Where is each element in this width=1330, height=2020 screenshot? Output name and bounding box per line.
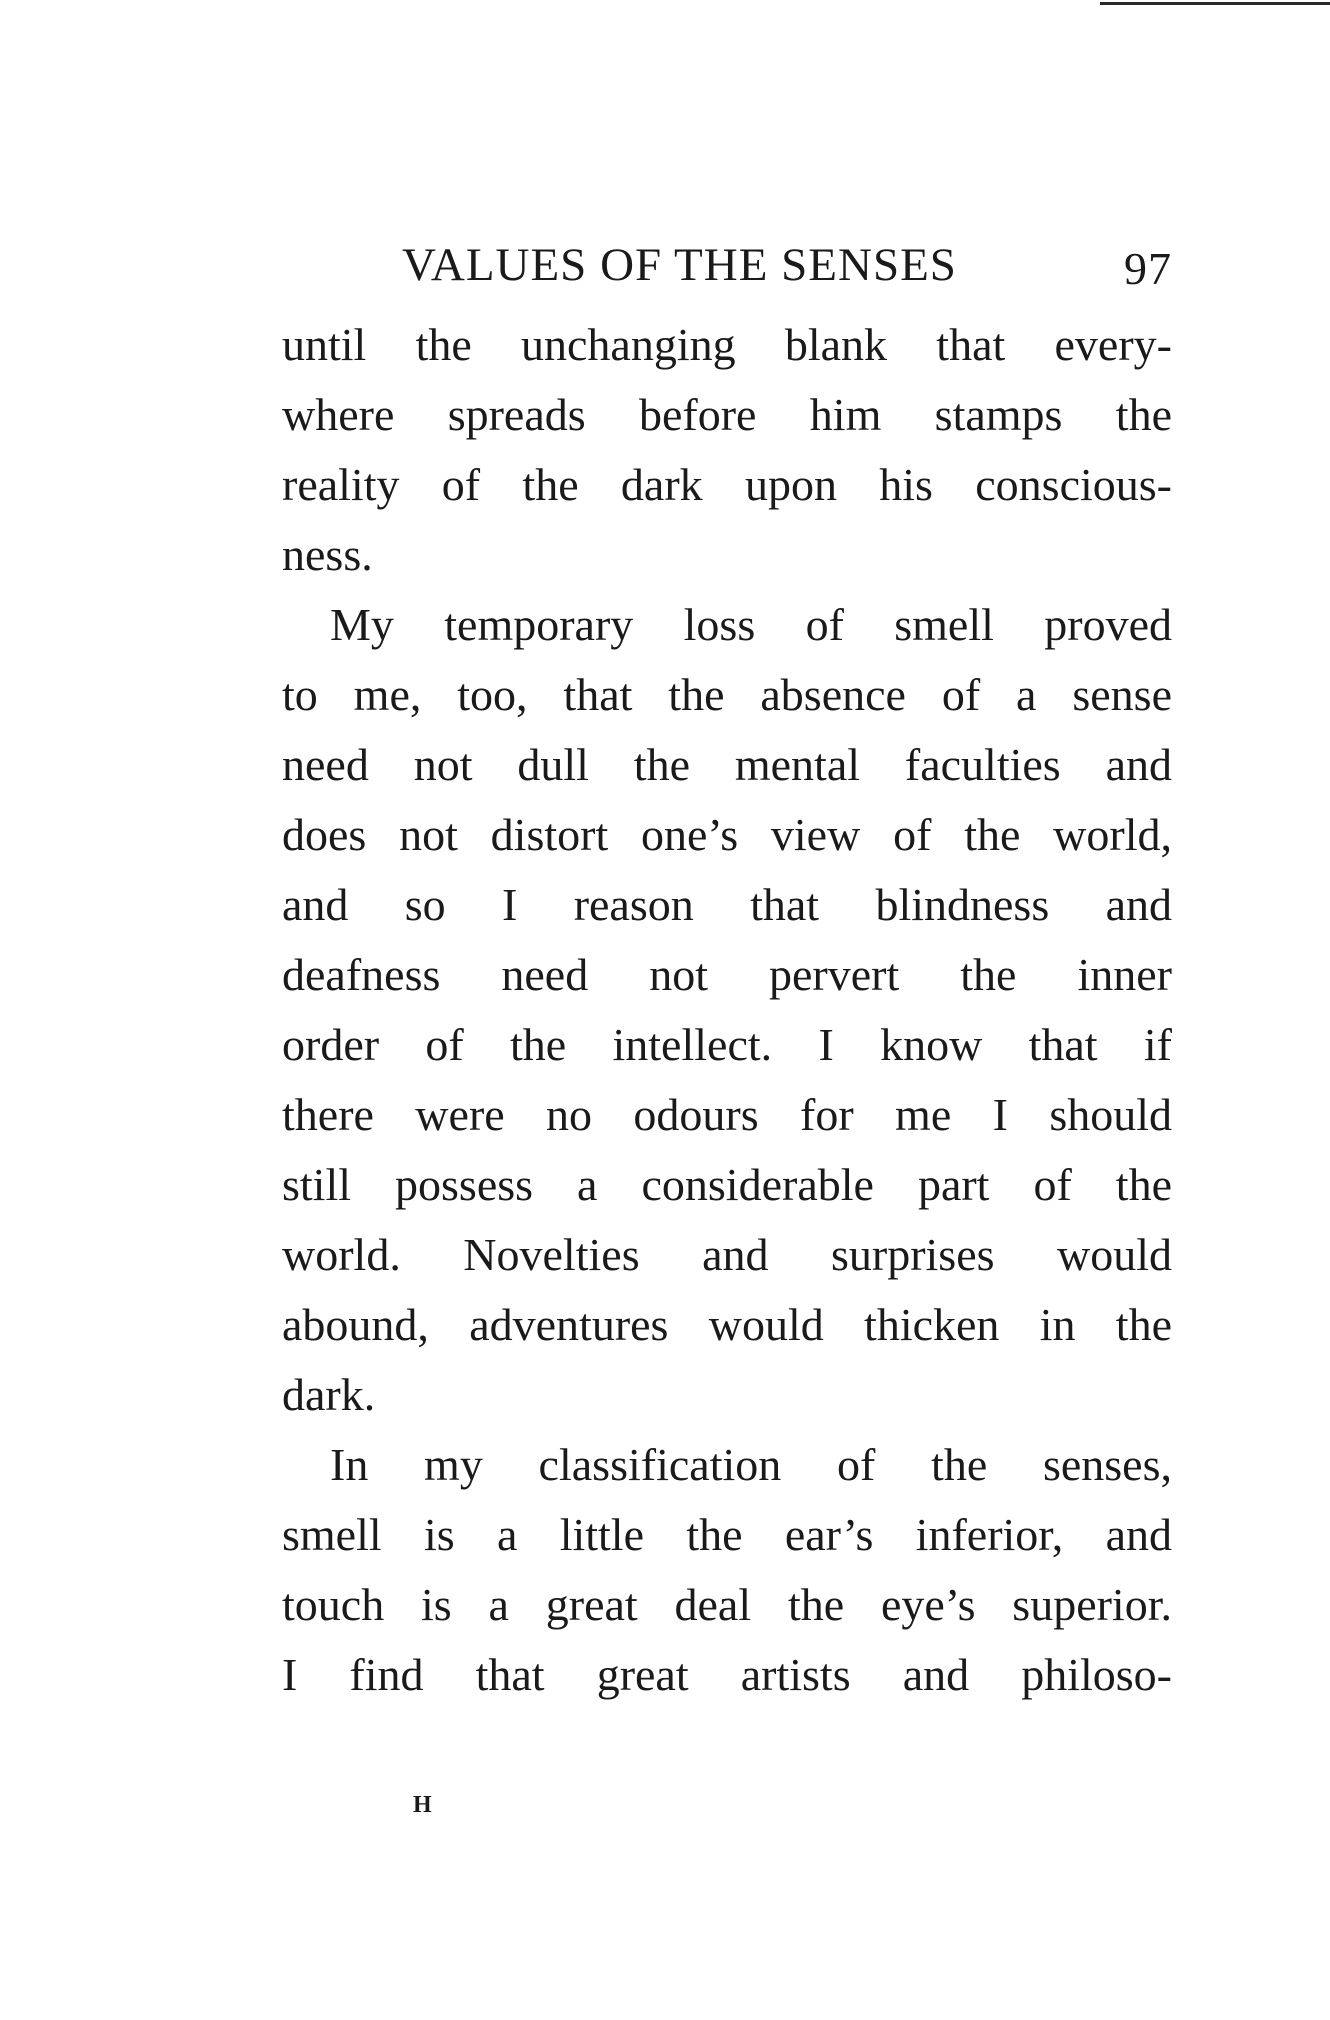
body-text — [282, 310, 1172, 1710]
text-line: still possess a considerable part of the — [282, 1159, 1172, 1210]
text-line: reality of the dark upon his conscious- — [282, 459, 1172, 510]
running-title: VALUES OF THE SENSES — [402, 239, 957, 291]
text-line: need not dull the mental faculties and — [282, 739, 1172, 790]
text-line: does not distort one’s view of the world, — [282, 809, 1172, 860]
text-line: dark. — [282, 1369, 376, 1420]
paragraph-2 — [282, 590, 1172, 1430]
page-number: 97 — [1124, 243, 1172, 294]
text-line: ness. — [282, 529, 373, 580]
text-line: world. Novelties and surprises would — [282, 1229, 1172, 1280]
book-page — [282, 238, 1172, 1710]
signature-mark: H — [413, 1792, 433, 1818]
top-edge-rule — [1100, 2, 1330, 5]
text-line: My temporary loss of smell proved — [330, 599, 1172, 650]
text-line: I find that great artists and philoso- — [282, 1649, 1172, 1700]
text-line: smell is a little the ear’s inferior, and — [282, 1509, 1172, 1560]
text-line: order of the intellect. I know that if — [282, 1019, 1172, 1070]
text-line: deafness need not pervert the inner — [282, 949, 1172, 1000]
paragraph-1 — [282, 310, 1172, 590]
text-line: touch is a great deal the eye’s superior. — [282, 1579, 1172, 1630]
text-line: and so I reason that blindness and — [282, 879, 1172, 930]
text-line: until the unchanging blank that every- — [282, 319, 1172, 370]
text-line: abound, adventures would thicken in the — [282, 1299, 1172, 1350]
text-line: there were no odours for me I should — [282, 1089, 1172, 1140]
text-line: where spreads before him stamps the — [282, 389, 1172, 440]
text-line: In my classification of the senses, — [330, 1439, 1172, 1490]
running-head — [282, 238, 1172, 310]
paragraph-3 — [282, 1430, 1172, 1710]
text-line: to me, too, that the absence of a sense — [282, 669, 1172, 720]
